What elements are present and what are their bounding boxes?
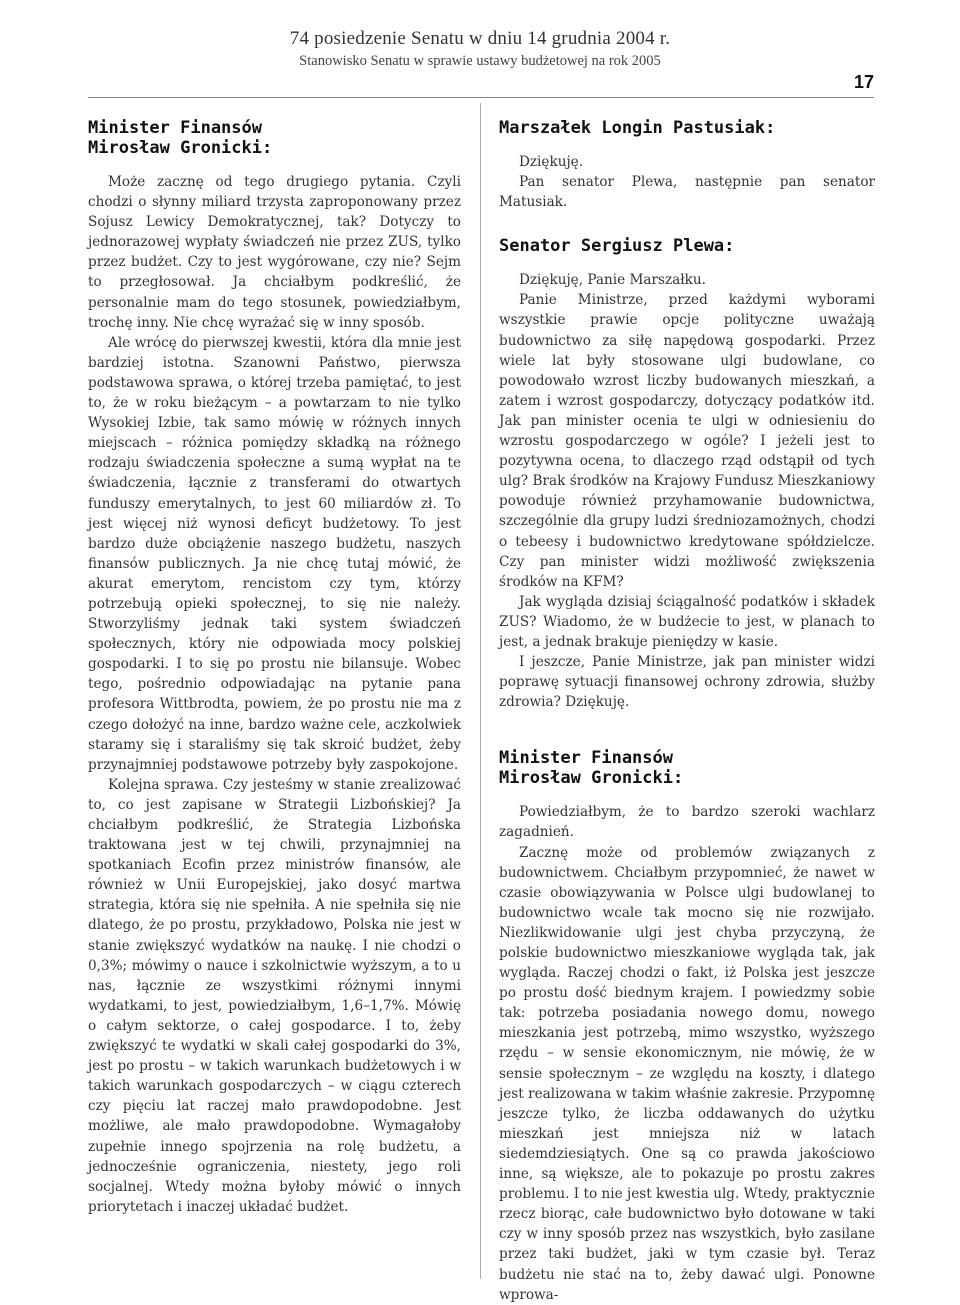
speaker-role: Minister Finansów	[499, 748, 673, 769]
paragraph: Jak wygląda dzisiaj ściągalność podatków i składek ZUS? Wiadomo, że w budżecie to jest, w planach to jest, a jednak brakuje pieniędzy w kasie.	[499, 593, 875, 650]
page-header	[0, 0, 960, 100]
paragraph: Pan senator Plewa, następnie pan senator Matusiak.	[499, 174, 875, 211]
paragraph: Zacznę może od problemów związanych z budownictwem. Chciałbym przypomnieć, że nawet w czasie obowiązywania w Polsce ulgi budowlanej to budownictwo wcale tak mocno się nie rozwijało. Niezlikwidowanie ulgi jest chyba przyczyną, że polskie budownictwo mieszkaniowe wygląda tak, jak wygląda. Raczej chodzi o fakt, iż Polska jest jeszcze po prostu dość biednym krajem. I powiedzmy sobie tak: potrzeba posiadania nowego domu, nowego mieszkania jest potrzebą, mimo wszystko, wyższego rzędu – w sensie ekonomicznym, nie mówię, że w sensie społecznym – ze względu na koszty, i dlatego jest realizowana w takim właśnie zakresie. Przypomnę jeszcze tylko, że liczba oddawanych do użytku mieszkań jest mniejsza niż w latach siedemdziesiątych. One są co prawda jakościowo inne, są większe, ale to pokazuje po prostu zakres problemu. I to nie jest kwestia ulg. Wtedy, praktycznie rzecz biorąc, całe budownictwo było dotowane w taki czy w inny sposób przez nas wszystkich, było zasilane przez taki budżet, jaki w tym czasie był. Teraz budżetu nie stać na to, żeby dawać ulgi. Ponowne wprowa-	[499, 844, 875, 1303]
paragraph: Dziękuję.	[519, 154, 584, 170]
paragraph: Panie Ministrze, przed każdymi wyborami wszystkie prawie opcje polityczne uważają budownictwo za siłę napędową gospodarki. Przez wiele lat były stosowane ulgi budowlane, co powodowało wzrost liczby budowanych mieszkań, a zatem i wzrost gospodarczy, dotyczący podatków itd. Jak pan minister ocenia te ulgi w odniesieniu do wzrostu gospodarczego w ogóle? I jeżeli jest to pozytywna ocena, to dlaczego rząd odstąpił od tych ulg? Brak środków na Krajowy Fundusz Mieszkaniowy powoduje również przyhamowanie budownictwa, szczególnie dla grupy ludzi średniozamożnych, chodzi o tebeesy i budownictwo kredytowane spółdzielcze. Czy pan minister widzi możliwość zwiększenia środków na KFM?	[499, 292, 875, 590]
speaker-name: Mirosław Gronicki:	[499, 768, 684, 789]
spacer	[499, 712, 875, 748]
paragraph: Powiedziałbym, że to bardzo szeroki wachlarz zagadnień.	[499, 804, 875, 841]
paragraph: Ale wrócę do pierwszej kwestii, która dla mnie jest bardziej istotna. Szanowni Państwo, pierwsza podstawowa sprawa, o której trzeba pamiętać, to jest to, że w roku bieżącym – a powtarzam to nie tylko Wysokiej Izbie, tak samo mówię w różnych innych miejscach – różnica pomiędzy składką na różnego rodzaju świadczenia społeczne a sumą wypłat na te świadczenia, łącznie z transferami do otwartych funduszy emerytalnych, to jest 60 miliardów zł. To jest więcej niż wynosi deficyt budżetowy. To jest bardzo duże obciążenie naszego budżetu, naszych finansów publicznych. Ja nie chcę tutaj mówić, że akurat emerytom, rencistom czy tym, którzy potrzebują opieki społecznej, to się nie należy. Stworzyliśmy jednak taki system świadczeń społecznych, który nie odpowiada mocy polskiej gospodarki. I to się po prostu nie bilansuje. Wobec tego, pośrednio odpowiadając na pytanie pana profesora Wittbrodta, powiem, że po prostu nie ma z czego dołożyć na inne, bardzo ważne cele, aczkolwiek staramy się i staraliśmy się tak skroić budżet, żeby przynajmniej podstawowe potrzeby były zaspokojone.	[88, 334, 461, 773]
speaker-heading: Senator Sergiusz Plewa:	[499, 236, 735, 257]
header-rule	[88, 97, 874, 98]
column-divider	[480, 103, 481, 1279]
speaker-heading	[499, 748, 875, 788]
header-subtitle: Stanowisko Senatu w sprawie ustawy budżetowej na rok 2005	[299, 53, 661, 69]
paragraph: Kolejna sprawa. Czy jesteśmy w stanie zrealizować to, co jest zapisane w Strategii Lizbońskiej? Ja chciałbym podkreślić, że Strategia Lizbońska traktowana jest w tej chwili, przynajmniej na spotkaniach Ecofin przez ministrów finansów, ale również w Unii Europejskiej, jako dosyć martwa strategia, która się nie spełniła. A nie spełniła się nie dlatego, że po prostu, przykładowo, Polska nie jest w stanie zwiększyć wydatków na naukę. I nie chodzi o 0,3%; mówimy o nauce i szkolnictwie wyższym, a to u nas, łącznie ze wszystkimi różnymi innymi wydatkami, to jest, powiedziałbym, 1,6–1,7%. Mówię o całym sektorze, o całej gospodarce. I to, żeby zwiększyć te wydatki w skali całej gospodarki do 3%, jest po prostu – w takich warunkach budżetowych i w takich warunkach gospodarczych – w ciągu czterech czy pięciu lat raczej mało prawdopodobne. Jest możliwe, ale mało prawdopodobne. Wymagałoby zupełnie innego spojrzenia na rolę budżetu, a jednocześnie ograniczenia, niestety, jego roli socjalnej. Wtedy można byłoby mówić o innych priorytetach i inaczej układać budżet.	[88, 776, 461, 1215]
left-column	[88, 118, 461, 1279]
paragraph: Może zacznę od tego drugiego pytania. Czyli chodzi o słynny miliard trzysta zaproponowany przez Sojusz Lewicy Demokratycznej, tak? Dotyczy to jednorazowej wypłaty świadczeń nie przez ZUS, tylko przez budżet. Czy to jest wygórowane, czy nie? Sejm to przegłosował. Ja chciałbym podkreślić, że personalnie mam do tego stosunek, powiedziałbym, trochę inny. Nie chcę wyrażać się w inny sposób.	[88, 174, 461, 331]
header-title: 74 posiedzenie Senatu w dniu 14 grudnia 2004 r.	[289, 28, 671, 49]
paragraph: I jeszcze, Panie Ministrze, jak pan minister widzi poprawę sytuacji finansowej ochrony zdrowia, służby zdrowia? Dziękuję.	[499, 654, 875, 711]
spacer	[499, 212, 875, 236]
speaker-role: Minister Finansów	[88, 118, 262, 138]
paragraph: Dziękuję, Panie Marszałku.	[519, 272, 706, 289]
speaker-heading: Marszałek Longin Pastusiak:	[499, 118, 776, 138]
speaker-name: Mirosław Gronicki:	[88, 138, 273, 158]
right-column	[499, 118, 875, 1303]
page-number: 17	[853, 72, 874, 92]
speaker-heading	[88, 118, 461, 158]
